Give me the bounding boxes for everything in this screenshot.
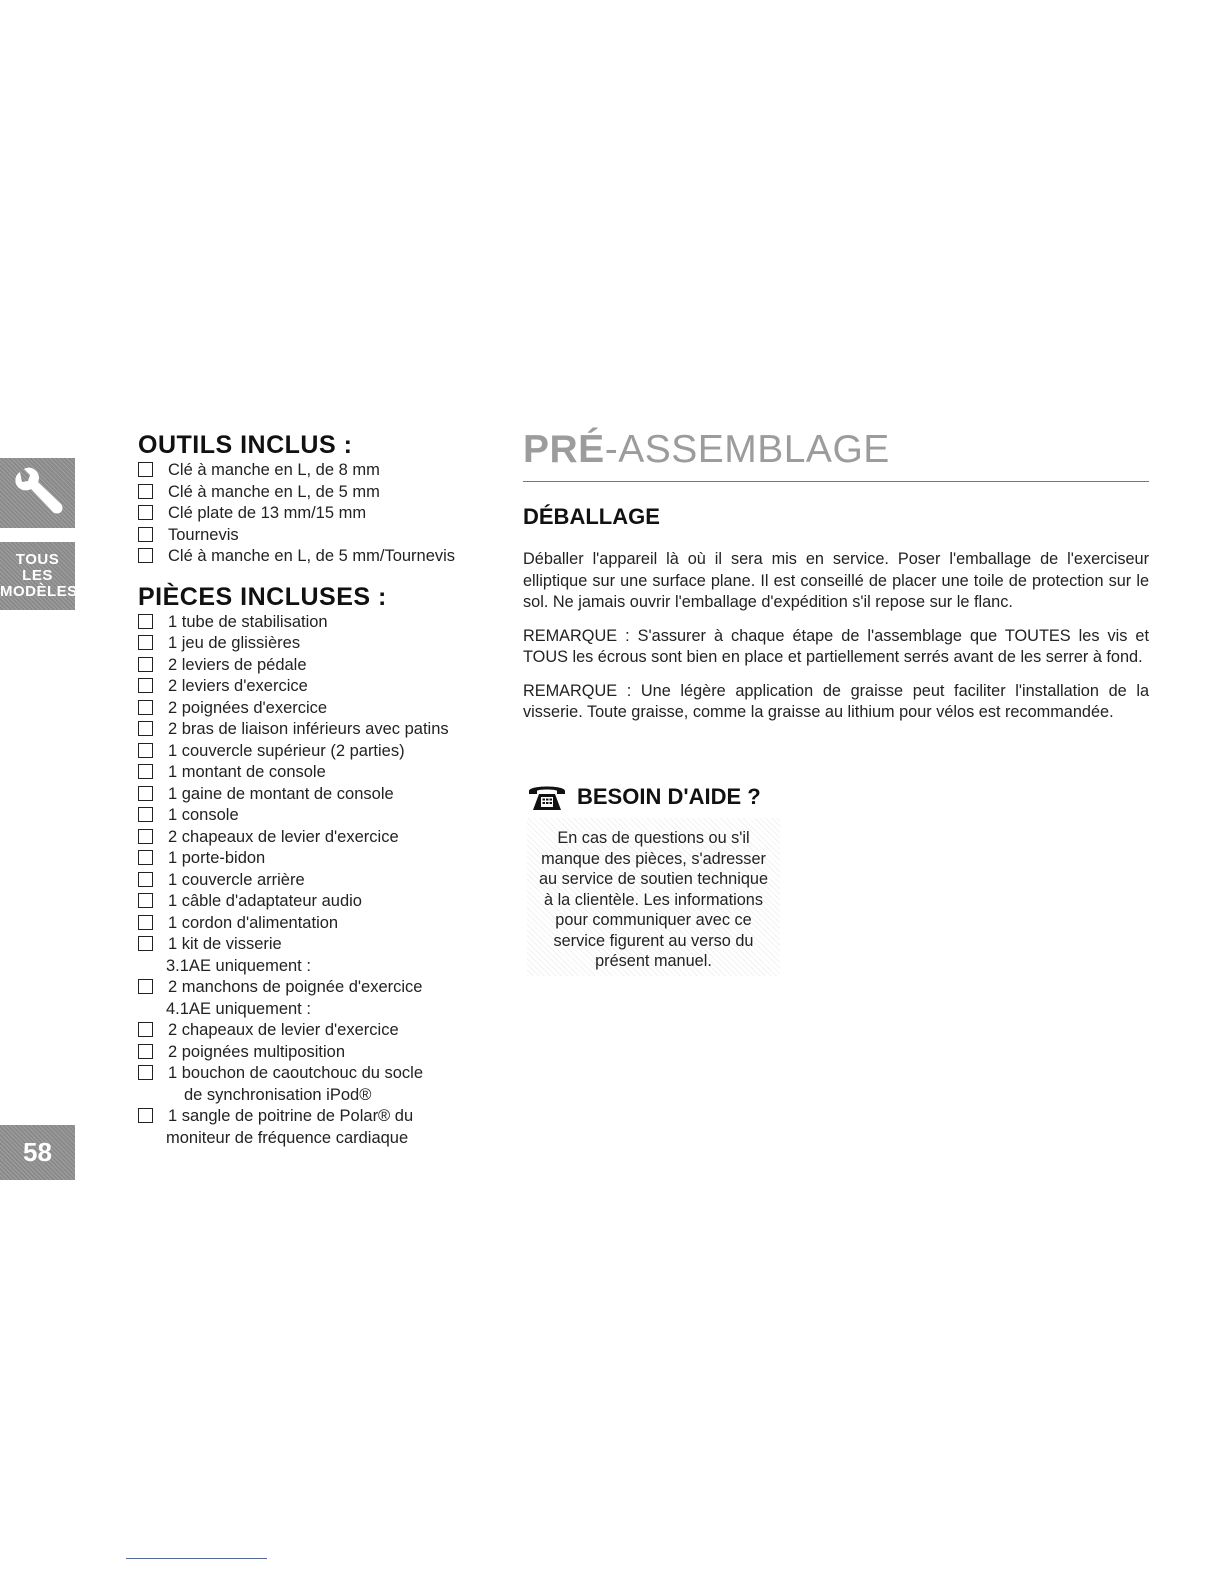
checkbox[interactable]	[138, 764, 153, 779]
wrench-icon	[8, 464, 68, 522]
remark-paragraph: REMARQUE : Une légère application de graisse peut faciliter l'installation de la visserie. Toute graisse, comme la graisse au lithium pour vélos est recommandée.	[523, 681, 1149, 721]
checkbox[interactable]	[138, 527, 153, 542]
checkbox[interactable]	[138, 743, 153, 758]
model-note-4-1ae: 4.1AE uniquement :	[166, 999, 311, 1018]
tool-item	[138, 482, 498, 504]
part-label: 2 leviers d'exercice	[168, 677, 308, 695]
tool-item	[138, 503, 498, 525]
part-item	[138, 827, 498, 849]
tools-tab	[0, 458, 75, 528]
part-item	[138, 891, 498, 913]
page-title	[523, 425, 890, 475]
tool-label: Clé à manche en L, de 5 mm	[168, 482, 380, 501]
checkbox[interactable]	[138, 635, 153, 650]
part-label: 2 poignées d'exercice	[168, 698, 328, 717]
parts-title: PIÈCES INCLUSES :	[138, 582, 387, 611]
unpacking-paragraph: Déballer l'appareil là où il sera mis en service. Poser l'emballage de l'exerciseur elliptique sur une surface plane. Il est conseillé de placer une toile de protection sur le sol. Ne jamais ouvrir l'emballage d'expédition s'il repose sur le flanc.	[523, 550, 1149, 611]
help-box	[527, 818, 780, 976]
part-item	[138, 913, 498, 935]
help-line: service figurent au verso du	[553, 931, 754, 950]
tool-label: Clé à manche en L, de 8 mm	[168, 461, 380, 479]
part-label: 1 kit de visserie	[168, 935, 282, 953]
part-item	[138, 612, 498, 634]
checkbox[interactable]	[138, 979, 153, 994]
part-item	[138, 698, 498, 720]
part-label: 1 tube de stabilisation	[168, 612, 328, 631]
help-line: manque des pièces, s'adresser	[541, 849, 766, 868]
checkbox[interactable]	[138, 1022, 153, 1037]
help-line: présent manuel.	[595, 952, 712, 970]
part-item	[138, 784, 498, 806]
part-item-continuation: de synchronisation iPod®	[184, 1085, 372, 1104]
title-divider	[523, 481, 1149, 482]
checkbox[interactable]	[138, 893, 153, 908]
checkbox[interactable]	[138, 1065, 153, 1080]
tab-label-line: TOUS	[15, 551, 60, 568]
part-item	[138, 977, 498, 999]
checkbox[interactable]	[138, 614, 153, 629]
help-line: au service de soutien technique	[539, 870, 768, 888]
part-label: 1 cordon d'alimentation	[168, 913, 339, 932]
checkbox[interactable]	[138, 678, 153, 693]
checkbox[interactable]	[138, 700, 153, 715]
part-label: 2 chapeaux de levier d'exercice	[168, 827, 399, 846]
help-line: En cas de questions ou s'il	[557, 829, 750, 847]
checkbox[interactable]	[138, 786, 153, 801]
part-item	[138, 848, 498, 870]
part-item	[138, 633, 498, 655]
part-label: 2 manchons de poignée d'exercice	[168, 978, 423, 996]
part-label: 2 chapeaux de levier d'exercice	[168, 1021, 399, 1039]
title-bold-part: PRÉ	[523, 428, 605, 471]
checkbox[interactable]	[138, 850, 153, 865]
part-label: 1 jeu de glissières	[168, 634, 301, 652]
checkbox[interactable]	[138, 657, 153, 672]
part-label: 1 gaine de montant de console	[168, 784, 394, 803]
checkbox[interactable]	[138, 936, 153, 951]
tool-label: Tournevis	[168, 525, 239, 544]
tool-label: Clé à manche en L, de 5 mm/Tournevis	[168, 547, 456, 565]
checkbox[interactable]	[138, 548, 153, 563]
tool-item	[138, 525, 498, 547]
part-label: 1 couvercle supérieur (2 parties)	[168, 741, 405, 760]
checkbox[interactable]	[138, 1044, 153, 1059]
tool-item	[138, 546, 498, 568]
part-item	[138, 676, 498, 698]
tab-label-line: MODÈLES	[0, 583, 78, 600]
part-item	[138, 719, 498, 741]
checkbox[interactable]	[138, 505, 153, 520]
help-title: BESOIN D'AIDE ?	[577, 784, 761, 809]
tools-list	[138, 460, 498, 568]
part-label: 1 câble d'adaptateur audio	[168, 892, 362, 910]
help-line: pour communiquer avec ce	[555, 911, 752, 929]
checkbox[interactable]	[138, 829, 153, 844]
unpacking-section	[523, 503, 1149, 736]
tool-item	[138, 460, 498, 482]
part-item	[138, 870, 498, 892]
part-item	[138, 655, 498, 677]
part-label: 1 bouchon de caoutchouc du socle	[168, 1064, 424, 1082]
help-header	[527, 782, 761, 812]
checkbox[interactable]	[138, 807, 153, 822]
checkbox[interactable]	[138, 915, 153, 930]
part-label: 1 console	[168, 806, 239, 824]
part-item	[138, 1020, 498, 1042]
part-label: 1 sangle de poitrine de Polar® du	[168, 1107, 414, 1125]
parts-list	[138, 612, 498, 1150]
part-label: 1 montant de console	[168, 763, 326, 781]
part-label: 2 leviers de pédale	[168, 655, 307, 674]
checkbox[interactable]	[138, 872, 153, 887]
part-label: 2 poignées multiposition	[168, 1042, 346, 1061]
help-line: à la clientèle. Les informations	[543, 890, 763, 909]
part-item	[138, 934, 498, 956]
left-column	[138, 430, 498, 1149]
tool-label: Clé plate de 13 mm/15 mm	[168, 504, 367, 522]
part-label: 1 porte-bidon	[168, 849, 266, 867]
remark-paragraph: REMARQUE : S'assurer à chaque étape de l'assemblage que TOUTES les vis et TOUS les écrous sont bien en place et partiellement serrés avant de les serrer à fond.	[523, 626, 1149, 666]
part-item	[138, 1106, 498, 1128]
unpacking-title: DÉBALLAGE	[523, 504, 660, 529]
part-item	[138, 741, 498, 763]
part-item	[138, 762, 498, 784]
tools-title: OUTILS INCLUS :	[138, 431, 353, 459]
title-rest-part: -ASSEMBLAGE	[604, 428, 890, 471]
checkbox[interactable]	[138, 1108, 153, 1123]
page-number: 58	[0, 1125, 75, 1180]
part-item	[138, 805, 498, 827]
footer-link-line	[126, 1558, 267, 1559]
model-note-3-1ae: 3.1AE uniquement :	[166, 956, 311, 975]
part-item	[138, 1042, 498, 1064]
tab-label-line: LES	[22, 567, 53, 584]
all-models-tab	[0, 542, 78, 610]
part-item	[138, 1063, 498, 1085]
part-label: 2 bras de liaison inférieurs avec patins	[168, 720, 449, 738]
part-item-continuation: moniteur de fréquence cardiaque	[166, 1128, 409, 1147]
checkbox[interactable]	[138, 484, 153, 499]
telephone-icon	[527, 782, 567, 812]
checkbox[interactable]	[138, 462, 153, 477]
part-label: 1 couvercle arrière	[168, 870, 305, 889]
checkbox[interactable]	[138, 721, 153, 736]
